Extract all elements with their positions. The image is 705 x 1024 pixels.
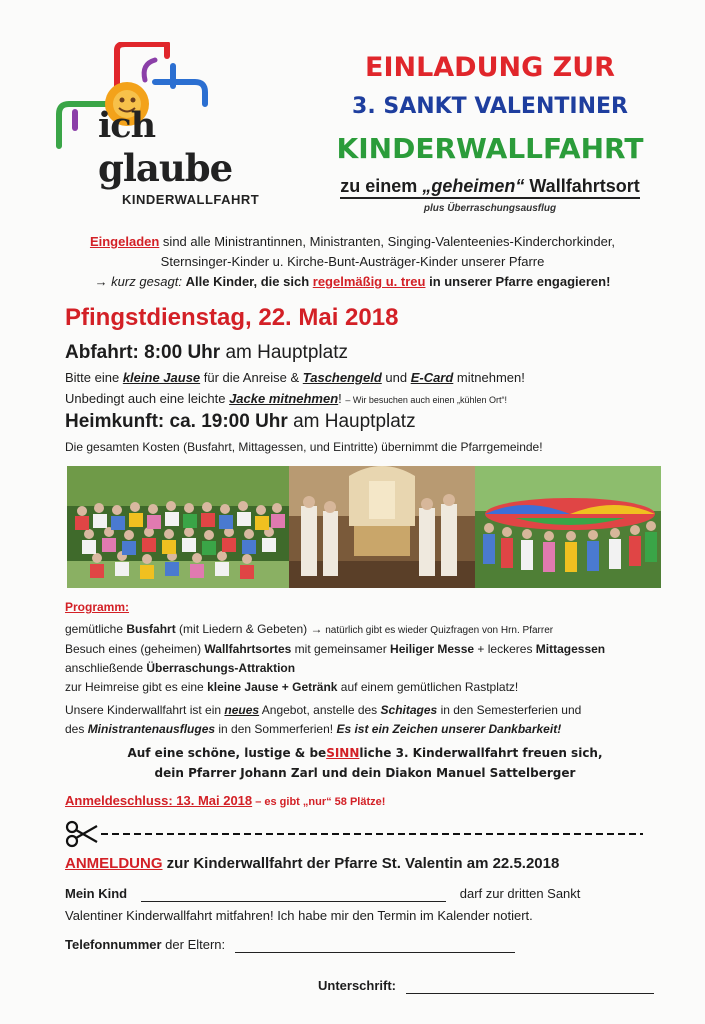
- logo-text-kinderwallfahrt: KINDERWALLFAHRT: [122, 192, 260, 207]
- subtitle-ueberraschungsausflug: plus Überraschungsausflug: [423, 203, 557, 214]
- closing-line-2: dein Pfarrer Johann Zarl und dein Diakon Manuel Sattelberger: [154, 766, 576, 780]
- child-name-line[interactable]: [141, 886, 446, 902]
- logo-text-ich: ich: [98, 105, 156, 146]
- closing-text: [65, 743, 665, 783]
- signature-line[interactable]: [406, 978, 654, 994]
- program-title: Programm:: [65, 600, 130, 614]
- logo-cross-purple-2: [144, 60, 155, 80]
- return-time: Heimkunft: ca. 19:00 Uhr am Hauptplatz: [65, 411, 416, 432]
- program-line-4: zur Heimreise gibt es eine kleine Jause + Getränk auf einem gemütlichen Rastplatz!: [65, 680, 519, 694]
- phone-number-line[interactable]: [235, 937, 515, 953]
- offer-line-2: des Ministrantenausfluges in den Sommerferien! Es ist ein Zeichen unserer Dankbarkeit!: [65, 722, 562, 736]
- title-einladung: EINLADUNG ZUR: [365, 52, 615, 83]
- church-mass-photo: [289, 466, 475, 588]
- offer-text: [65, 701, 581, 739]
- departure-time: Abfahrt: 8:00 Uhr am Hauptplatz: [65, 342, 348, 363]
- intro-line-2: Sternsinger-Kinder u. Kirche-Bunt-Austräger-Kinder unserer Pfarre: [160, 254, 545, 269]
- scissors-icon: [67, 822, 97, 846]
- invitation-text: [40, 232, 665, 292]
- photo-strip: [67, 466, 661, 588]
- logo-text-glaube: glaube: [98, 146, 233, 190]
- title-geheimen-wallfahrtsort: zu einem „geheimen“ Wallfahrtsort: [290, 176, 690, 197]
- title-sankt-valentiner: 3. SANKT VALENTINER: [352, 94, 628, 119]
- parachute-game-photo: [475, 466, 661, 588]
- registration-deadline: Anmeldeschluss: 13. Mai 2018 – es gibt „nur“ 58 Plätze!: [65, 793, 386, 808]
- costs-note: Die gesamten Kosten (Busfahrt, Mittagessen, und Eintritte) übernimmt die Pfarrgemeinde!: [65, 440, 543, 454]
- group-photo-children: [67, 466, 289, 588]
- logo-cross-blue: [155, 82, 205, 104]
- phone-field-row: Telefonnummer der Eltern:: [65, 937, 515, 953]
- offer-line-1: Unsere Kinderwallfahrt ist ein neues Angebot, anstelle des Schitages in den Semesterferien und: [65, 703, 582, 717]
- jacket-note: Unbedingt auch eine leichte Jacke mitnehmen! – Wir besuchen auch einen „kühlen Ort“!: [65, 391, 507, 406]
- intro-line-3: → kurz gesagt: Alle Kinder, die sich regelmäßig u. treu in unserer Pfarre engagieren!: [94, 274, 611, 289]
- event-date: Pfingstdienstag, 22. Mai 2018: [65, 304, 399, 331]
- program-line-2: Besuch eines (geheimen) Wallfahrtsortes mit gemeinsamer Heiliger Messe + leckeres Mittagessen: [65, 642, 606, 656]
- program-list: [65, 620, 605, 697]
- cut-line: [65, 820, 645, 848]
- confirmation-text: Valentiner Kinderwallfahrt mitfahren! Ich habe mir den Termin im Kalender notiert.: [65, 908, 533, 923]
- program-line-3: anschließende Überraschungs-Attraktion: [65, 661, 296, 675]
- child-field-row: Mein Kind darf zur dritten Sankt: [65, 886, 581, 901]
- program-line-1: gemütliche Busfahrt (mit Liedern & Gebeten) → natürlich gibt es wieder Quizfragen von Hrn. Pfarrer: [65, 622, 554, 636]
- closing-line-1: Auf eine schöne, lustige & beSINNliche 3. Kinderwallfahrt freuen sich,: [127, 746, 603, 760]
- registration-title: ANMELDUNG zur Kinderwallfahrt der Pfarre St. Valentin am 22.5.2018: [65, 855, 560, 872]
- bring-items: Bitte eine kleine Jause für die Anreise & Taschengeld und E-Card mitnehmen!: [65, 370, 525, 385]
- signature-field-row: Unterschrift:: [318, 978, 654, 994]
- title-kinderwallfahrt: KINDERWALLFAHRT: [336, 132, 644, 165]
- intro-line-1: Eingeladen sind alle Ministrantinnen, Ministranten, Singing-Valenteenies-Kinderchorkinder,: [89, 234, 616, 249]
